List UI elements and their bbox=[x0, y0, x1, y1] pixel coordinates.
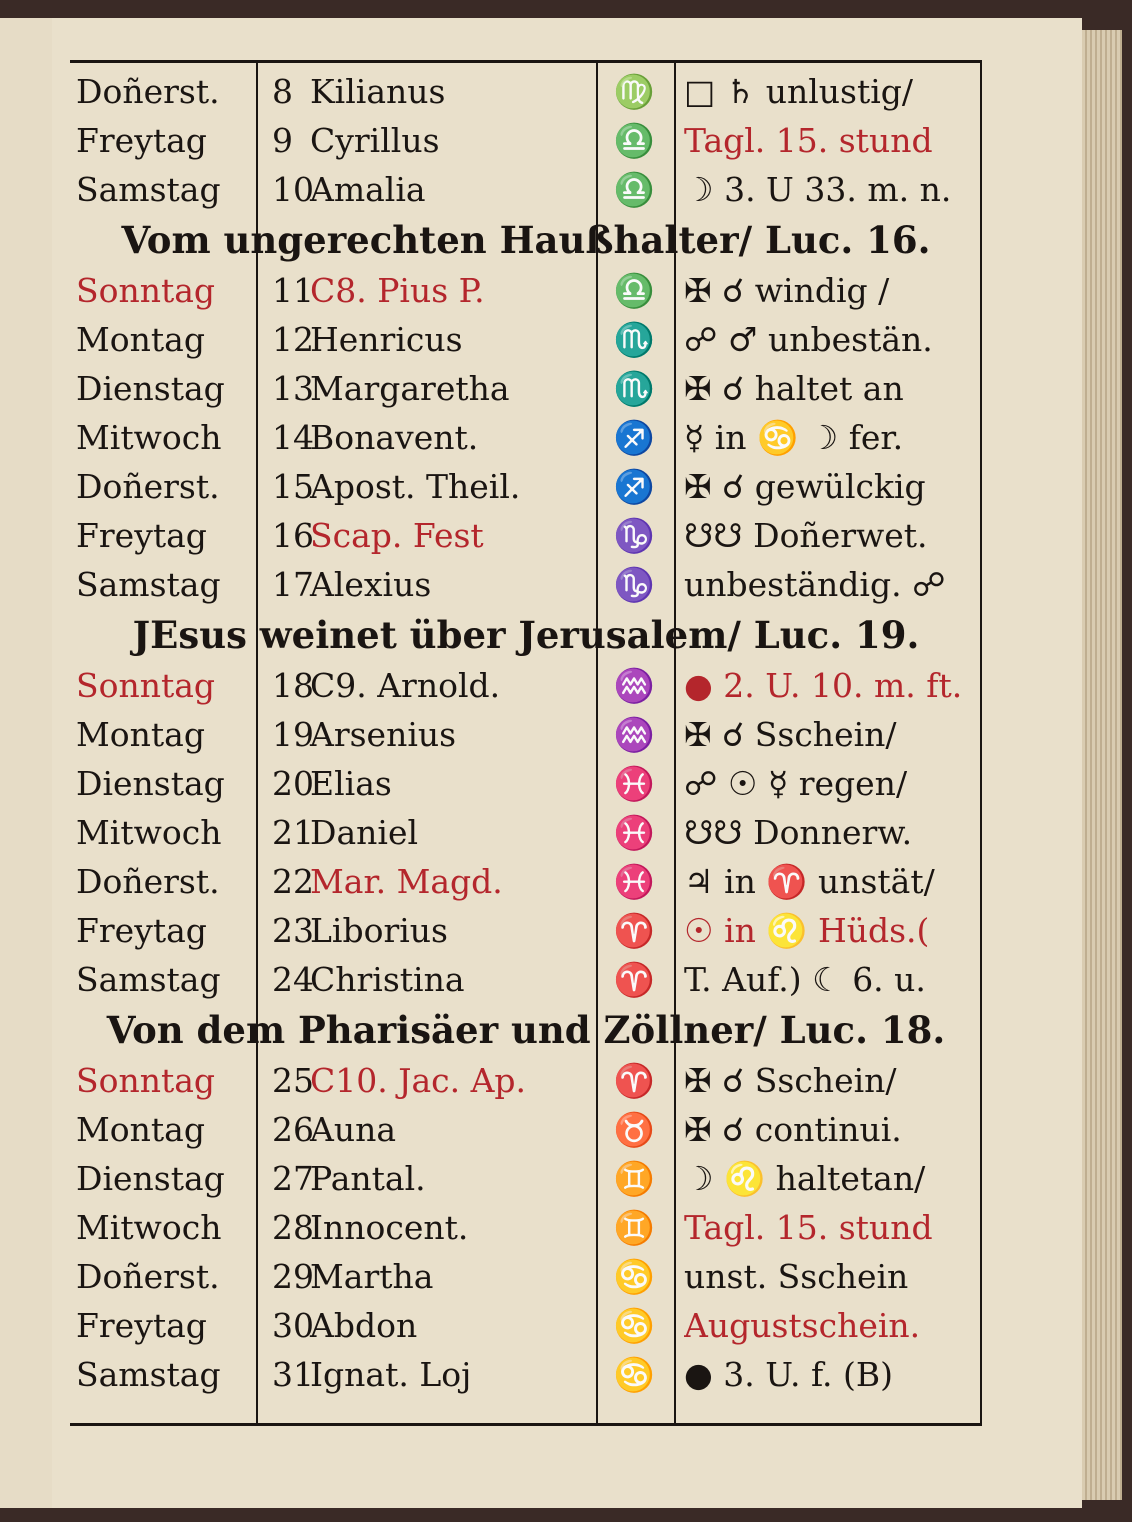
weather-note: ☋☋ Donnerw. bbox=[684, 813, 913, 852]
zodiac-sign-icon: ♈ bbox=[613, 911, 655, 950]
zodiac-sign-icon: ♊ bbox=[613, 1159, 655, 1198]
day-number: 10 bbox=[272, 170, 314, 209]
weather-note: ☉ in ♌ Hüds.( bbox=[684, 911, 930, 950]
gospel-heading: Von dem Pharisäer und Zöllner/ Luc. 18. bbox=[106, 1008, 946, 1052]
calendar-row bbox=[70, 906, 982, 955]
saint-name: Bonavent. bbox=[310, 418, 479, 457]
saint-name: C9. Arnold. bbox=[310, 666, 501, 705]
saint-name: Elias bbox=[310, 764, 392, 803]
day-number: 28 bbox=[272, 1208, 314, 1247]
weekday: Dienstag bbox=[76, 1159, 225, 1198]
weekday: Samstag bbox=[76, 565, 221, 604]
saint-name: Daniel bbox=[310, 813, 419, 852]
saint-name: Henricus bbox=[310, 320, 463, 359]
weekday: Sonntag bbox=[76, 271, 216, 310]
date-and-saint bbox=[272, 266, 594, 315]
zodiac-sign-icon: ♎ bbox=[613, 121, 655, 160]
weekday: Doñerst. bbox=[76, 1257, 220, 1296]
weekday: Samstag bbox=[76, 170, 221, 209]
zodiac-sign-icon: ♋ bbox=[613, 1355, 655, 1394]
day-number: 16 bbox=[272, 516, 314, 555]
weather-note: ● 2. U. 10. m. ft. bbox=[684, 666, 963, 705]
date-and-saint bbox=[272, 1301, 594, 1350]
date-and-saint bbox=[272, 315, 594, 364]
zodiac-sign-icon: ♎ bbox=[613, 271, 655, 310]
saint-name: C8. Pius P. bbox=[310, 271, 485, 310]
zodiac-sign-icon: ♓ bbox=[613, 813, 655, 852]
weekday: Montag bbox=[76, 1110, 205, 1149]
day-number: 30 bbox=[272, 1306, 314, 1345]
day-number: 25 bbox=[272, 1061, 314, 1100]
date-and-saint bbox=[272, 808, 594, 857]
calendar-row bbox=[70, 165, 982, 214]
saint-name: C10. Jac. Ap. bbox=[310, 1061, 527, 1100]
day-number: 26 bbox=[272, 1110, 314, 1149]
zodiac-sign-icon: ♋ bbox=[613, 1306, 655, 1345]
zodiac-sign-icon: ♑ bbox=[613, 565, 655, 604]
day-number: 23 bbox=[272, 911, 314, 950]
calendar-row bbox=[70, 560, 982, 609]
weather-note: ✠ ☌ windig / bbox=[684, 271, 890, 310]
weather-note: ♃ in ♈ unstät/ bbox=[684, 862, 935, 901]
date-and-saint bbox=[272, 1350, 594, 1399]
zodiac-sign-icon: ♊ bbox=[613, 1208, 655, 1247]
date-and-saint bbox=[272, 67, 594, 116]
date-and-saint bbox=[272, 710, 594, 759]
day-number: 19 bbox=[272, 715, 314, 754]
date-and-saint bbox=[272, 661, 594, 710]
date-and-saint bbox=[272, 955, 594, 1004]
calendar-row bbox=[70, 413, 982, 462]
weather-note: ✠ ☌ haltet an bbox=[684, 369, 904, 408]
calendar-page bbox=[52, 18, 1082, 1508]
weather-note: T. Auf.) ☾ 6. u. bbox=[684, 960, 926, 999]
day-number: 15 bbox=[272, 467, 314, 506]
date-and-saint bbox=[272, 1154, 594, 1203]
day-number: 8 bbox=[272, 72, 293, 111]
weather-note: Tagl. 15. stund bbox=[684, 1208, 933, 1247]
calendar-row bbox=[70, 462, 982, 511]
day-number: 24 bbox=[272, 960, 314, 999]
calendar-row bbox=[70, 1301, 982, 1350]
date-and-saint bbox=[272, 462, 594, 511]
saint-name: Christina bbox=[310, 960, 465, 999]
zodiac-sign-icon: ♉ bbox=[613, 1110, 655, 1149]
weekday: Mitwoch bbox=[76, 1208, 222, 1247]
saint-name: Abdon bbox=[310, 1306, 418, 1345]
date-and-saint bbox=[272, 1252, 594, 1301]
weekday: Dienstag bbox=[76, 369, 225, 408]
weather-note: Tagl. 15. stund bbox=[684, 121, 933, 160]
zodiac-sign-icon: ♓ bbox=[613, 764, 655, 803]
weather-note: unst. Sschein bbox=[684, 1257, 909, 1296]
saint-name: Amalia bbox=[310, 170, 426, 209]
weather-note: ✠ ☌ Sschein/ bbox=[684, 715, 897, 754]
calendar-row bbox=[70, 710, 982, 759]
day-number: 12 bbox=[272, 320, 314, 359]
page-edge bbox=[1082, 30, 1122, 1500]
calendar-row bbox=[70, 116, 982, 165]
date-and-saint bbox=[272, 165, 594, 214]
date-and-saint bbox=[272, 906, 594, 955]
zodiac-sign-icon: ♏ bbox=[613, 320, 655, 359]
weekday: Montag bbox=[76, 320, 205, 359]
saint-name: Martha bbox=[310, 1257, 434, 1296]
weather-note: unbeständig. ☍ bbox=[684, 565, 946, 604]
day-number: 9 bbox=[272, 121, 293, 160]
zodiac-sign-icon: ♐ bbox=[613, 467, 655, 506]
zodiac-sign-icon: ♎ bbox=[613, 170, 655, 209]
calendar-row bbox=[70, 808, 982, 857]
weekday: Mitwoch bbox=[76, 813, 222, 852]
weekday: Doñerst. bbox=[76, 862, 220, 901]
saint-name: Alexius bbox=[310, 565, 432, 604]
weekday: Doñerst. bbox=[76, 467, 220, 506]
weather-note: ☽ 3. U 33. m. n. bbox=[684, 170, 952, 209]
date-and-saint bbox=[272, 560, 594, 609]
weekday: Doñerst. bbox=[76, 72, 220, 111]
calendar-row bbox=[70, 266, 982, 315]
zodiac-sign-icon: ♋ bbox=[613, 1257, 655, 1296]
calendar-row bbox=[70, 364, 982, 413]
weather-note: ✠ ☌ continui. bbox=[684, 1110, 902, 1149]
date-and-saint bbox=[272, 1056, 594, 1105]
zodiac-sign-icon: ♐ bbox=[613, 418, 655, 457]
calendar-row bbox=[70, 1105, 982, 1154]
weather-note: ☋☋ Doñerwet. bbox=[684, 516, 928, 555]
zodiac-sign-icon: ♓ bbox=[613, 862, 655, 901]
day-number: 31 bbox=[272, 1355, 314, 1394]
weekday: Samstag bbox=[76, 1355, 221, 1394]
day-number: 14 bbox=[272, 418, 314, 457]
saint-name: Arsenius bbox=[310, 715, 457, 754]
date-and-saint bbox=[272, 413, 594, 462]
weekday: Mitwoch bbox=[76, 418, 222, 457]
date-and-saint bbox=[272, 511, 594, 560]
saint-name: Cyrillus bbox=[310, 121, 440, 160]
zodiac-sign-icon: ♈ bbox=[613, 1061, 655, 1100]
calendar-row bbox=[70, 511, 982, 560]
day-number: 11 bbox=[272, 271, 314, 310]
day-number: 20 bbox=[272, 764, 314, 803]
day-number: 17 bbox=[272, 565, 314, 604]
weather-note: ☽ ♌ haltetan/ bbox=[684, 1159, 926, 1198]
left-page-edge bbox=[0, 18, 55, 1508]
day-number: 13 bbox=[272, 369, 314, 408]
date-and-saint bbox=[272, 759, 594, 808]
saint-name: Ignat. Loj bbox=[310, 1355, 472, 1394]
calendar-row bbox=[70, 955, 982, 1004]
calendar-row bbox=[70, 1350, 982, 1399]
saint-name: Liborius bbox=[310, 911, 448, 950]
calendar-table bbox=[70, 60, 982, 1426]
saint-name: Pantal. bbox=[310, 1159, 426, 1198]
weekday: Sonntag bbox=[76, 666, 216, 705]
date-and-saint bbox=[272, 116, 594, 165]
day-number: 21 bbox=[272, 813, 314, 852]
weather-note: □ ♄ unlustig/ bbox=[684, 72, 914, 111]
zodiac-sign-icon: ♍ bbox=[613, 72, 655, 111]
saint-name: Apost. Theil. bbox=[310, 467, 521, 506]
zodiac-sign-icon: ♏ bbox=[613, 369, 655, 408]
weather-note: ✠ ☌ gewülckig bbox=[684, 467, 926, 506]
zodiac-sign-icon: ♒ bbox=[613, 666, 655, 705]
day-number: 27 bbox=[272, 1159, 314, 1198]
date-and-saint bbox=[272, 1105, 594, 1154]
calendar-row bbox=[70, 759, 982, 808]
date-and-saint bbox=[272, 1203, 594, 1252]
zodiac-sign-icon: ♈ bbox=[613, 960, 655, 999]
calendar-row bbox=[70, 1252, 982, 1301]
calendar-row bbox=[70, 1056, 982, 1105]
weekday: Freytag bbox=[76, 911, 207, 950]
date-and-saint bbox=[272, 857, 594, 906]
day-number: 22 bbox=[272, 862, 314, 901]
weather-note: ☍ ♂ unbestän. bbox=[684, 320, 933, 359]
day-number: 18 bbox=[272, 666, 314, 705]
date-and-saint bbox=[272, 364, 594, 413]
zodiac-sign-icon: ♑ bbox=[613, 516, 655, 555]
calendar-row bbox=[70, 857, 982, 906]
weather-note: Augustschein. bbox=[684, 1306, 921, 1345]
calendar-row bbox=[70, 1203, 982, 1252]
calendar-row bbox=[70, 67, 982, 116]
weather-note: ● 3. U. f. (B) bbox=[684, 1355, 894, 1394]
weekday: Dienstag bbox=[76, 764, 225, 803]
saint-name: Mar. Magd. bbox=[310, 862, 503, 901]
saint-name: Innocent. bbox=[310, 1208, 469, 1247]
zodiac-sign-icon: ♒ bbox=[613, 715, 655, 754]
saint-name: Kilianus bbox=[310, 72, 446, 111]
weekday: Freytag bbox=[76, 1306, 207, 1345]
weekday: Samstag bbox=[76, 960, 221, 999]
calendar-row bbox=[70, 1154, 982, 1203]
gospel-heading: Vom ungerechten Haußhalter/ Luc. 16. bbox=[121, 218, 931, 262]
weekday: Montag bbox=[76, 715, 205, 754]
weekday: Freytag bbox=[76, 121, 207, 160]
weekday: Sonntag bbox=[76, 1061, 216, 1100]
calendar-row bbox=[70, 315, 982, 364]
weather-note: ✠ ☌ Sschein/ bbox=[684, 1061, 897, 1100]
saint-name: Auna bbox=[310, 1110, 397, 1149]
calendar-row bbox=[70, 661, 982, 710]
weather-note: ☍ ☉ ☿ regen/ bbox=[684, 764, 908, 803]
saint-name: Scap. Fest bbox=[310, 516, 484, 555]
weekday: Freytag bbox=[76, 516, 207, 555]
day-number: 29 bbox=[272, 1257, 314, 1296]
gospel-heading: JEsus weinet über Jerusalem/ Luc. 19. bbox=[132, 613, 920, 657]
saint-name: Margaretha bbox=[310, 369, 510, 408]
weather-note: ☿ in ♋ ☽ fer. bbox=[684, 418, 904, 457]
